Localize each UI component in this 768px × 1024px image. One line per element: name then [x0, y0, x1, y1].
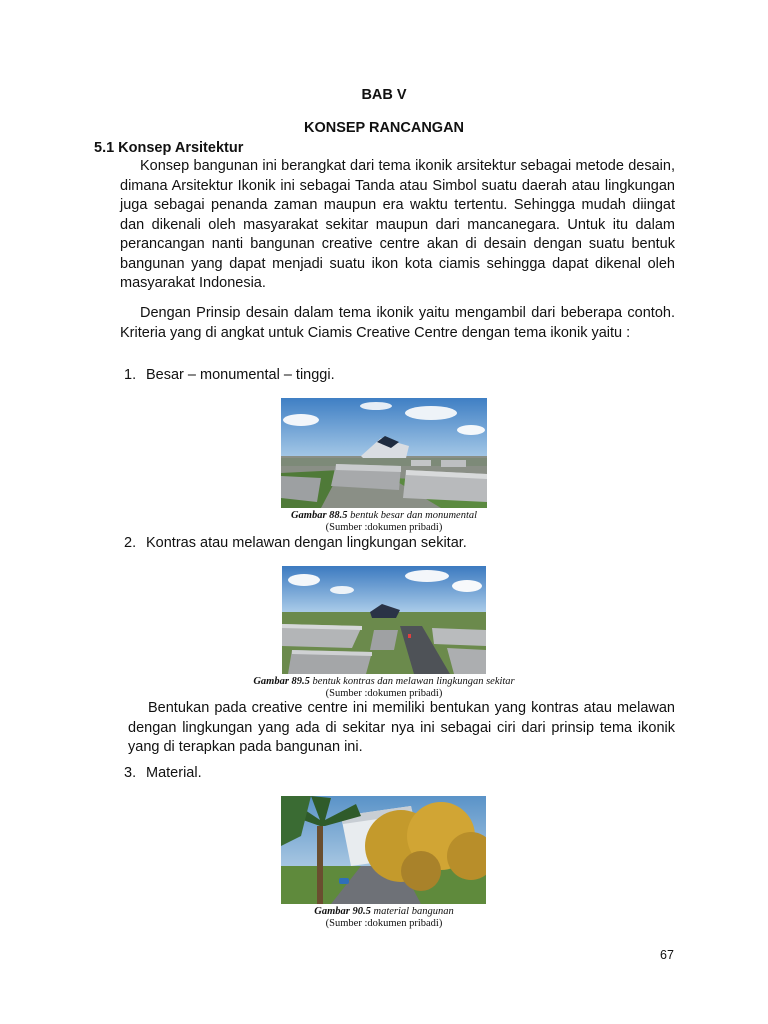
figure-caption: [0, 906, 768, 918]
list-text: Besar – monumental – tinggi.: [146, 367, 335, 383]
list-number: 1.: [124, 367, 137, 383]
figure-monumental-image: [281, 398, 487, 508]
list-item: [124, 765, 202, 781]
figure-caption-text: material bangunan: [370, 906, 454, 917]
list-text: Kontras atau melawan dengan lingkungan sekitar.: [146, 535, 467, 551]
section-heading: 5.1 Konsep Arsitektur: [94, 140, 244, 156]
figure-label: Gambar 88.5: [290, 510, 348, 521]
principle-paragraph: Dengan Prinsip desain dalam tema ikonik yaitu mengambil dari beberapa contoh. Kriteria yang di angkat untuk Ciamis Creative Centre dengan tema ikonik yaitu :: [120, 305, 675, 341]
figure-label: Gambar 89.5: [253, 676, 310, 687]
figure-source: (Sumber :dokumen pribadi): [325, 918, 443, 929]
figure-label: Gambar 90.5: [314, 906, 371, 917]
list-number: 2.: [124, 535, 137, 551]
page-number: 67: [660, 948, 674, 962]
list-text: Material.: [146, 765, 202, 781]
figure-caption-text: bentuk kontras dan melawan lingkungan sekitar: [309, 676, 515, 687]
figure-source: (Sumber :dokumen pribadi): [325, 688, 443, 699]
figure-caption: [0, 676, 768, 688]
contrast-paragraph: Bentukan pada creative centre ini memiliki bentukan yang kontras atau melawan dengan lingkungan yang ada di sekitar nya ini sebagai ciri dari prinsip tema ikonik yang di terapkan pada bangunan ini.: [128, 700, 675, 755]
figure-material-image: [281, 796, 486, 904]
chapter-title: KONSEP RANCANGAN: [303, 120, 465, 136]
list-number: 3.: [124, 765, 137, 781]
figure-source: (Sumber :dokumen pribadi): [325, 522, 443, 533]
figure-caption-text: bentuk besar dan monumental: [347, 510, 478, 521]
list-item: [124, 535, 467, 551]
figure-contrast-image: [282, 566, 486, 674]
figure-caption: [0, 510, 768, 522]
chapter-heading: BAB V: [361, 87, 407, 103]
list-item: [124, 367, 335, 383]
intro-paragraph: Konsep bangunan ini berangkat dari tema ikonik arsitektur sebagai metode desain, dimana Arsitektur Ikonik ini sebagai Tanda atau Simbol suatu daerah atau lingkungan juga sebagai penanda zaman maupun era waktu tertentu. Sehingga mudah diingat dan dikenali oleh masyarakat sekitar maupun dari mancanegara. Untuk itu dalam perancangan nanti bangunan creative centre akan di desain dengan suatu bentuk bangunan yang dapat menjadi suatu ikon kota ciamis sehingga dapat dikenal oleh masyarakat Indonesia.: [120, 158, 675, 291]
